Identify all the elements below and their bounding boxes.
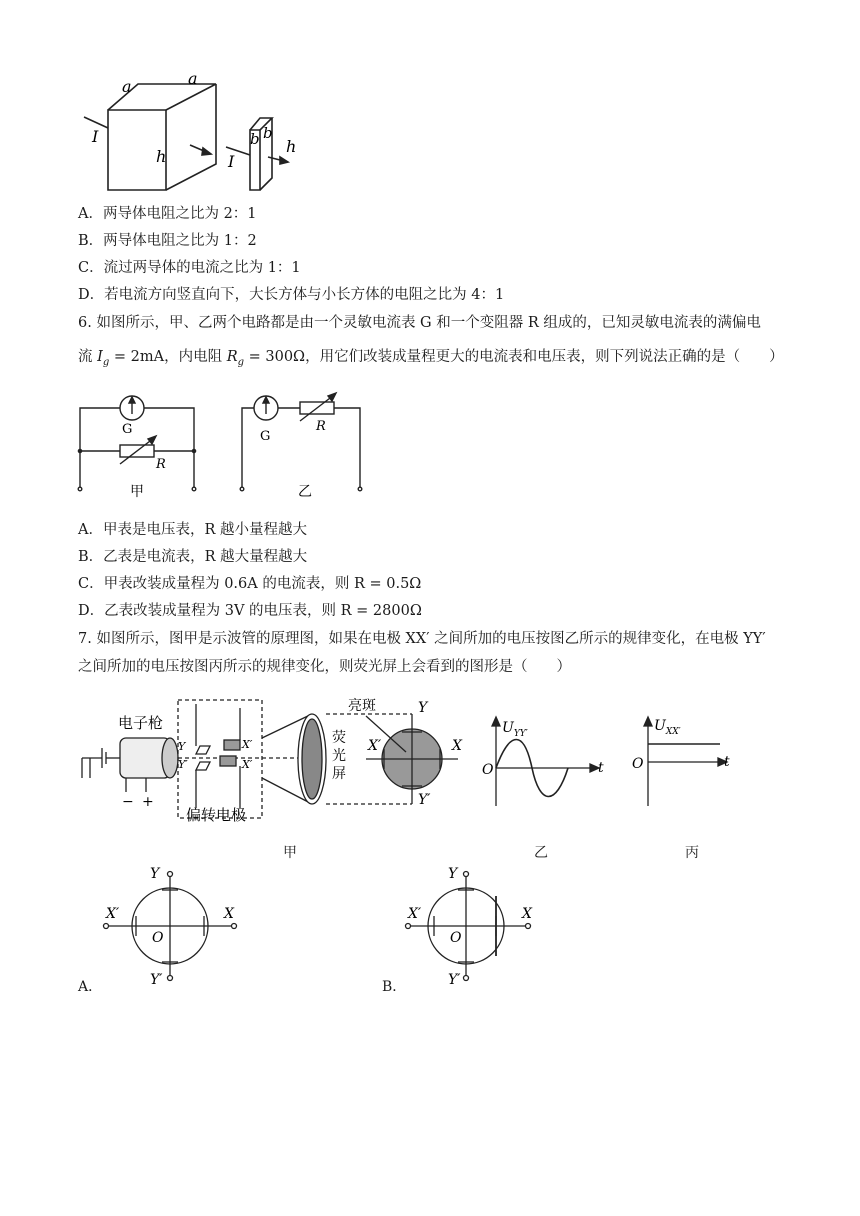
tube-Xp-label: X′ xyxy=(368,738,382,754)
screen-label-1: 荧 xyxy=(332,730,346,746)
optA-O: O xyxy=(152,930,164,946)
optA-Y: Y xyxy=(150,866,160,882)
caption-yi: 乙 xyxy=(534,845,548,861)
q7-stem-line2: 之间所加的电压按图丙所示的规律变化，则荧光屏上会看到的图形是（ ） xyxy=(78,659,571,675)
q6-stem-part-a: 流 xyxy=(78,349,98,365)
optA-X: X xyxy=(224,906,234,922)
optB-Y: Y xyxy=(448,866,458,882)
optB-Xp: X′ xyxy=(408,906,422,922)
option-b-screen[interactable] xyxy=(404,862,554,992)
caption-jia: 甲 xyxy=(283,845,297,861)
uyy-t: t xyxy=(598,760,604,776)
q6-stem-line1: 6. 如图所示，甲、乙两个电路都是由一个灵敏电流表 G 和一个变阻器 R 组成的，已知灵敏电流表的满偏电 xyxy=(78,315,761,331)
uyy-graph xyxy=(480,714,610,809)
ig-sub: g xyxy=(102,356,110,368)
gun-plus: + xyxy=(142,794,154,810)
plate-X-label: X′ xyxy=(242,738,253,751)
screen-label-3: 屏 xyxy=(332,766,346,782)
optB-X: X xyxy=(522,906,532,922)
q6-stem-line2 xyxy=(78,347,784,373)
label-a1: a xyxy=(122,77,132,96)
label-a2: a xyxy=(188,69,198,88)
option-a-screen[interactable] xyxy=(100,862,250,992)
tube-X-label: X xyxy=(452,738,462,754)
rg-symbol: R xyxy=(226,349,238,365)
caption-bing: 丙 xyxy=(685,845,699,861)
optA-Yp: Y′ xyxy=(150,972,163,988)
tube-Y-label: Y xyxy=(418,700,428,716)
rg-sub: g xyxy=(237,356,245,368)
q6-option-a: A．甲表是电压表，R 越小量程越大 xyxy=(78,522,307,538)
q6-option-d: D．乙表改装成量程为 3V 的电压表，则 R = 2800Ω xyxy=(78,603,422,619)
deflect-label: 偏转电极 xyxy=(186,806,247,824)
uxx-origin: O xyxy=(632,756,644,772)
circuit2-caption: 乙 xyxy=(298,484,312,500)
label-h1: h xyxy=(156,147,167,166)
q6-stem-part-b: = 2mA，内电阻 xyxy=(109,349,227,365)
plate-Yp-label: Y′ xyxy=(178,758,188,771)
label-h2: h xyxy=(286,137,297,156)
circuit-figure xyxy=(72,388,372,508)
uyy-ylabel: $U_{YY'}$ xyxy=(502,720,528,739)
optB-Yp: Y′ xyxy=(448,972,461,988)
uxx-ylabel: $U_{XX'}$ xyxy=(654,718,681,737)
circuit1-R-label: R xyxy=(156,457,166,472)
label-b1: b xyxy=(250,130,260,148)
q5-option-c: C．流过两导体的电流之比为 1：1 xyxy=(78,260,301,276)
q5-option-a: A．两导体电阻之比为 2：1 xyxy=(78,206,257,222)
circuit2-G-label: G xyxy=(260,429,271,444)
q7-stem-line1: 7. 如图所示，图甲是示波管的原理图，如果在电极 XX′ 之间所加的电压按图乙所示的规律变化，在电极 YY′ xyxy=(78,631,766,647)
label-I2: I xyxy=(228,152,235,171)
gun-label: 电子枪 xyxy=(118,714,164,732)
q5-option-d: D．若电流方向竖直向下，大长方体与小长方体的电阻之比为 4：1 xyxy=(78,287,505,303)
uxx-t: t xyxy=(724,754,730,770)
plate-Xp-label: X′ xyxy=(242,758,253,771)
ig-symbol: I xyxy=(97,349,103,365)
uxx-graph xyxy=(626,714,736,809)
oscilloscope-tube-figure xyxy=(76,694,476,829)
plate-Y-label: Y xyxy=(178,740,186,753)
label-b2: b xyxy=(263,124,273,142)
q6-option-b: B．乙表是电流表，R 越大量程越大 xyxy=(78,549,308,565)
label-I1: I xyxy=(92,127,99,146)
gun-minus: − xyxy=(122,794,134,810)
screen-label-2: 光 xyxy=(332,748,346,764)
option-a-letter[interactable]: A． xyxy=(78,979,103,995)
q6-option-c: C．甲表改装成量程为 0.6A 的电流表，则 R = 0.5Ω xyxy=(78,576,422,592)
uyy-origin: O xyxy=(482,762,494,778)
spot-label: 亮斑 xyxy=(348,698,376,714)
conductor-figure xyxy=(78,62,318,197)
circuit1-G-label: G xyxy=(122,422,133,437)
option-b-letter[interactable]: B． xyxy=(382,979,407,995)
q5-option-b: B．两导体电阻之比为 1：2 xyxy=(78,233,257,249)
circuit1-caption: 甲 xyxy=(130,484,144,500)
q6-stem-part-c: = 300Ω，用它们改装成量程更大的电流表和电压表，则下列说法正确的是（ ） xyxy=(244,349,784,365)
tube-Yp-label: Y′ xyxy=(418,792,431,808)
optB-O: O xyxy=(450,930,462,946)
optA-Xp: X′ xyxy=(106,906,120,922)
circuit2-R-label: R xyxy=(316,419,326,434)
